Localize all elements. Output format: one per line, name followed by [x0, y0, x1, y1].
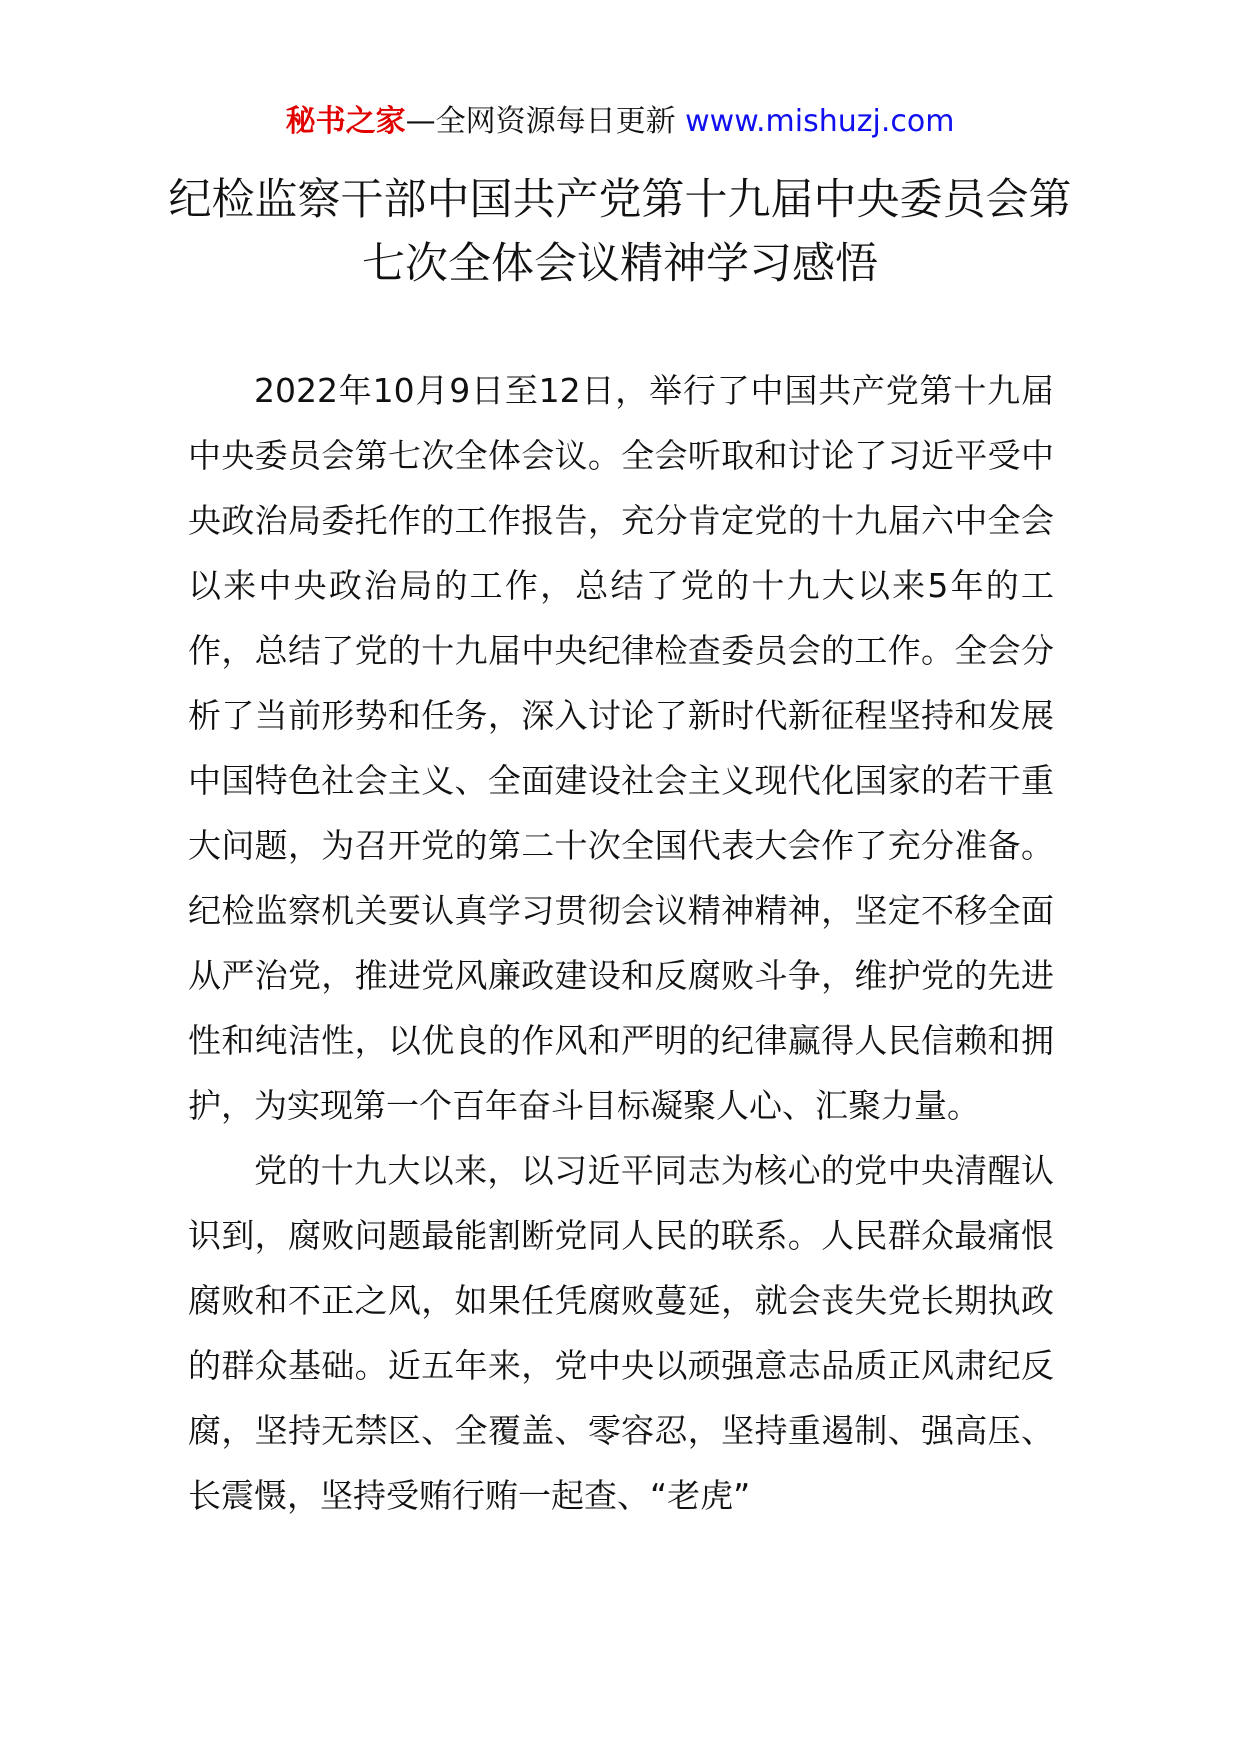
brand-name: 秘书之家: [285, 104, 406, 139]
document-body: [188, 358, 1054, 1528]
site-url-link[interactable]: www.mishuzj.com: [685, 104, 955, 139]
paragraph: 2022年10月9日至12日，举行了中国共产党第十九届中央委员会第七次全体会议。全会听取和讨论了习近平受中央政治局委托作的工作报告，充分肯定党的十九届六中全会以来中央政治局的工作，总结了党的十九大以来5年的工作，总结了党的十九届中央纪律检查委员会的工作。全会分析了当前形势和任务，深入讨论了新时代新征程坚持和发展中国特色社会主义、全面建设社会主义现代化国家的若干重大问题，为召开党的第二十次全国代表大会作了充分准备。纪检监察机关要认真学习贯彻会议精神精神，坚定不移全面从严治党，推进党风廉政建设和反腐败斗争，维护党的先进性和纯洁性，以优良的作风和严明的纪律赢得人民信赖和拥护，为实现第一个百年奋斗目标凝聚人心、汇聚力量。: [188, 371, 1054, 1125]
site-header: [0, 100, 1240, 144]
paragraph: 党的十九大以来，以习近平同志为核心的党中央清醒认识到，腐败问题最能割断党同人民的联系。人民群众最痛恨腐败和不正之风，如果任凭腐败蔓延，就会丧失党长期执政的群众基础。近五年来，党中央以顽强意志品质正风肃纪反腐，坚持无禁区、全覆盖、零容忍，坚持重遏制、强高压、长震慑，坚持受贿行贿一起查、“老虎”: [188, 1151, 1054, 1515]
document-title: 纪检监察干部中国共产党第十九届中央委员会第七次全体会议精神学习感悟: [168, 175, 1072, 289]
header-tagline: —全网资源每日更新: [405, 104, 686, 139]
